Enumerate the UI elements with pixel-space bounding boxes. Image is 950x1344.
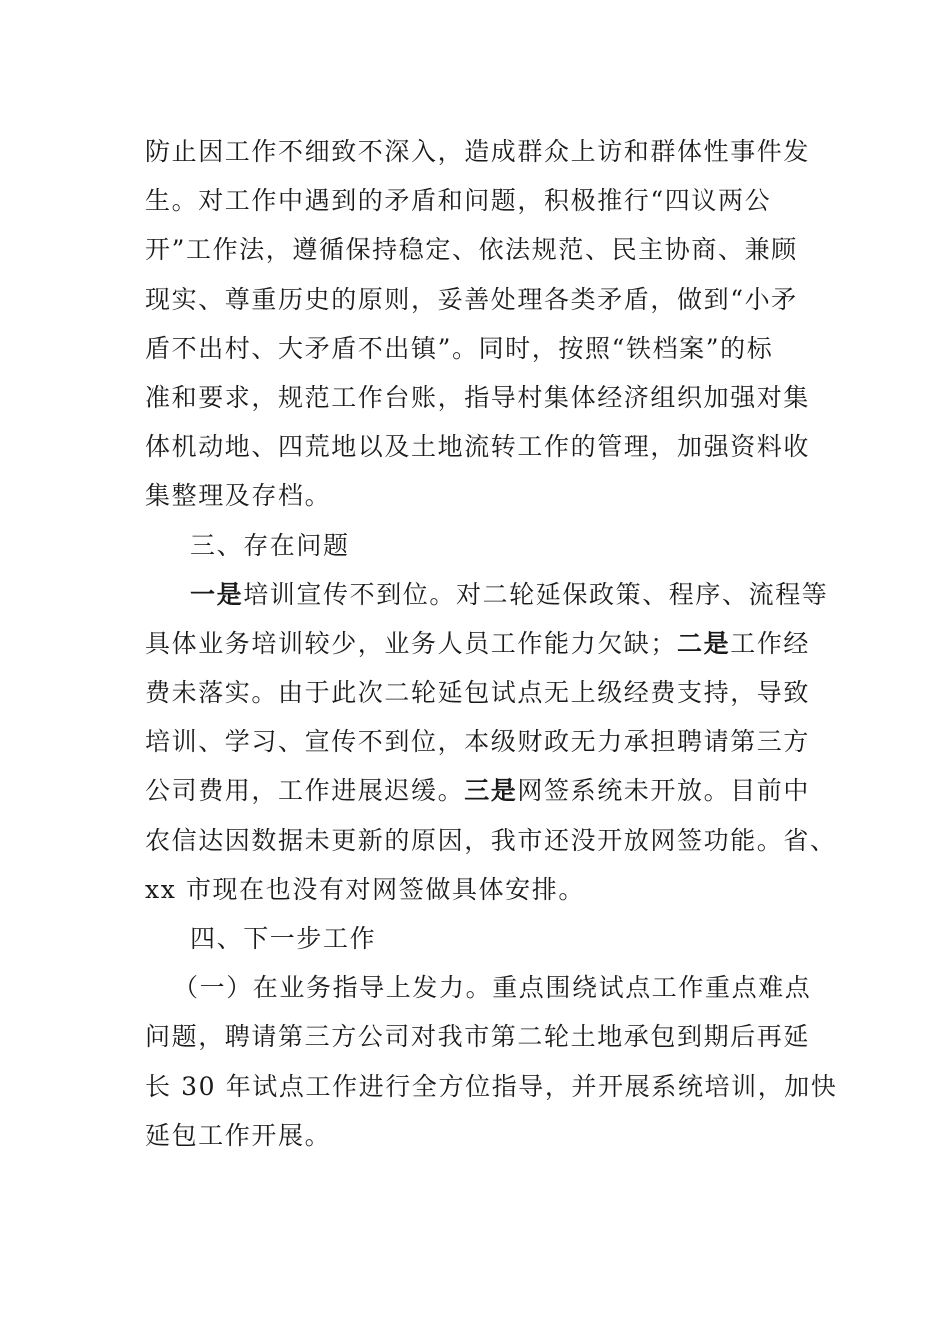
point-three-label: 三是: [464, 776, 518, 806]
problem-line-4: 培训、学习、宣传不到位，本级财政无力承担聘请第三方: [145, 727, 811, 757]
next-step-line-2: 问题，聘请第三方公司对我市第二轮土地承包到期后再延: [145, 1022, 811, 1052]
problem-line-7: xx 市现在也没有对网签做具体安排。: [145, 874, 585, 904]
section-heading-next-steps: 四、下一步工作: [190, 924, 377, 953]
problem-line-5: [145, 766, 811, 815]
body-line-8: 集整理及存档。: [145, 481, 332, 511]
problem-line-1: [145, 570, 829, 619]
body-line-2: 生。对工作中遇到的矛盾和问题，积极推行“四议两公: [145, 186, 772, 216]
next-step-line-3: 长 30 年试点工作进行全方位指导，并开展系统培训，加快: [145, 1071, 838, 1101]
body-line-4: 现实、尊重历史的原则，妥善处理各类矛盾，做到“小矛: [145, 284, 798, 314]
section-heading-problems: 三、存在问题: [190, 530, 350, 560]
body-line-6: 准和要求，规范工作台账，指导村集体经济组织加强对集: [145, 382, 811, 412]
problem-line-1-text: 培训宣传不到位。对二轮延保政策、程序、流程等: [243, 579, 829, 609]
problem-line-5-text: 公司费用，工作进展迟缓。: [145, 776, 465, 806]
problem-line-6: 农信达因数据未更新的原因，我市还没开放网签功能。省、: [145, 825, 837, 855]
next-step-line-1: （一）在业务指导上发力。重点围绕试点工作重点难点: [173, 973, 812, 1003]
body-line-3: 开”工作法，遵循保持稳定、依法规范、民主协商、兼顾: [145, 235, 798, 265]
document-page: [145, 127, 838, 1160]
problem-line-3: 费未落实。由于此次二轮延包试点无上级经费支持，导致: [145, 678, 811, 708]
point-one-label: 一是: [190, 579, 244, 609]
problem-line-2: [145, 619, 811, 668]
problem-line-2-text: 具体业务培训较少，业务人员工作能力欠缺；: [145, 628, 678, 658]
problem-line-5-tail: 网签系统未开放。目前中: [517, 776, 811, 806]
next-step-line-4: 延包工作开展。: [145, 1120, 332, 1150]
body-line-7: 体机动地、四荒地以及土地流转工作的管理，加强资料收: [145, 432, 811, 462]
point-two-label: 二是: [677, 628, 731, 658]
body-line-1: 防止因工作不细致不深入，造成群众上访和群体性事件发: [145, 137, 811, 166]
problem-line-2-tail: 工作经: [730, 628, 811, 658]
body-line-5: 盾不出村、大矛盾不出镇”。同时，按照“铁档案”的标: [145, 333, 774, 363]
